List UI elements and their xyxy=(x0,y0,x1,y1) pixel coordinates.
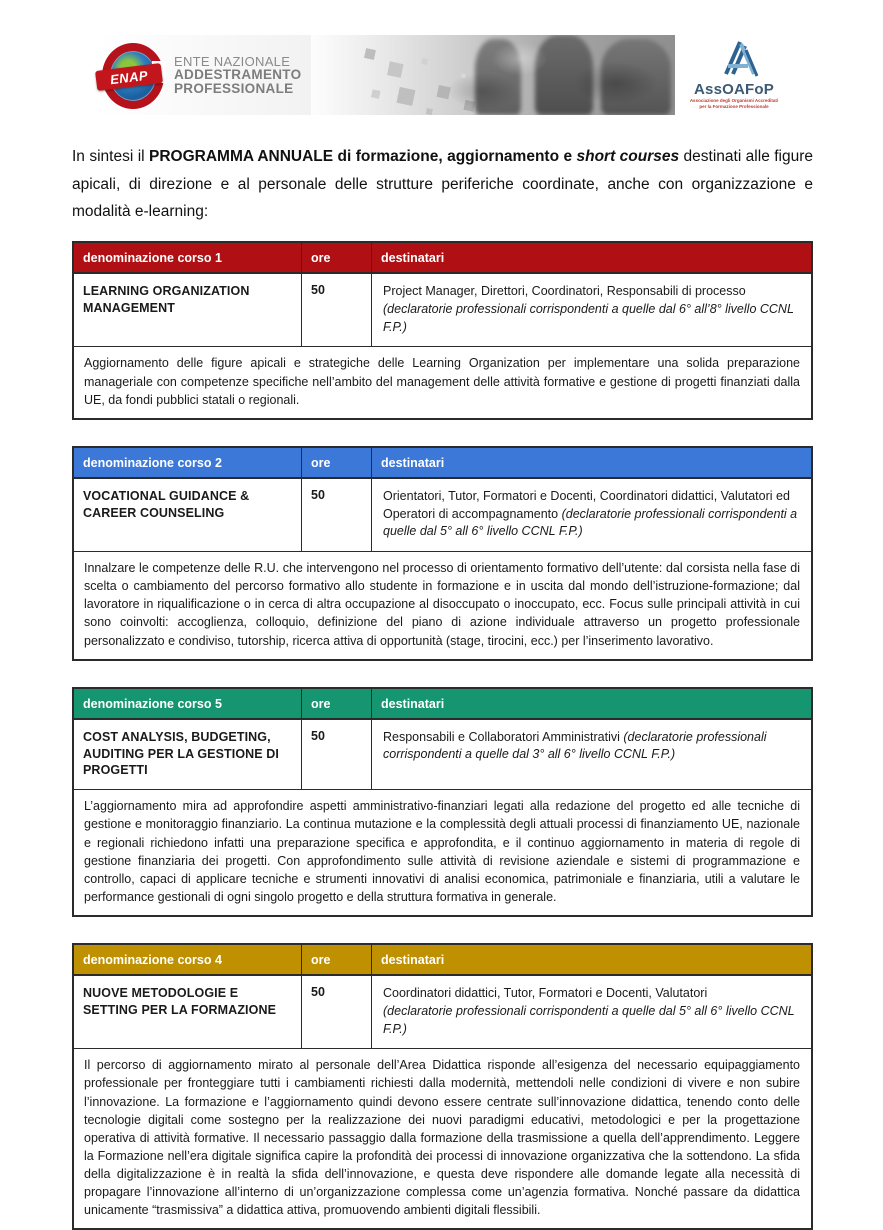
course-table-5 xyxy=(72,687,813,917)
statue-texture xyxy=(305,35,675,115)
course-table-4 xyxy=(72,943,813,1230)
enap-logo xyxy=(100,35,311,115)
table-header-row xyxy=(73,447,812,478)
course-row xyxy=(73,273,812,347)
hours-header: ore xyxy=(302,688,372,719)
recipients-main: Responsabili e Collaboratori Amministrativi xyxy=(383,729,624,744)
recipients-main: Orientatori, Tutor, Formatori e Docenti, Coordinatori didattici, Valutatori ed Operatori di accompagnamento xyxy=(383,488,790,521)
description-row xyxy=(73,552,812,660)
enap-name-line2: ADDESTRAMENTO xyxy=(174,66,302,82)
recipients-main: Coordinatori didattici, Tutor, Formatori e Docenti, Valutatori xyxy=(383,986,708,1001)
recipients-header: destinatari xyxy=(372,944,813,975)
course-recipients xyxy=(372,478,813,552)
enap-name-line1: ENTE NAZIONALE xyxy=(174,53,291,69)
course-row xyxy=(73,975,812,1049)
hours-header: ore xyxy=(302,944,372,975)
enap-globe-icon xyxy=(100,41,164,109)
description-row xyxy=(73,347,812,419)
description-row xyxy=(73,790,812,916)
enap-name-line3: PROFESSIONALE xyxy=(174,80,294,96)
recipients-main: Project Manager, Direttori, Coordinatori, Responsabili di processo xyxy=(383,284,746,299)
enap-acronym: ENAP xyxy=(109,67,149,87)
recipients-note: (declaratorie professionali corrispondenti a quelle dal 5° all 6° livello CCNL F.P.) xyxy=(383,506,798,539)
course-hours: 50 xyxy=(302,975,372,1049)
enap-name xyxy=(174,55,301,96)
course-table-1 xyxy=(72,241,813,420)
course-recipients xyxy=(372,273,813,347)
course-description: L’aggiornamento mira ad approfondire aspetti amministrativo-finanziari legati alla redazione del progetto ed alle tecniche di gestione e monitoraggio finanziario. La continua mutazione e la complessità degli attuali processi di finanziamento UE, nazionale e regionali richiedono infatti una preparazione specifica e approfondita, e il continuo aggiornamento in materia di regole di gestione finanziaria dei progetti. Con approfondimento sulle attività di revisione aziendale e sistemi di programmazione e controllo, capaci di applicare tecniche e strumenti innovativi di analisi economica, patrimoniale e finanziaria, utili a valutare le performance gestionali di ogni singolo progetto e della struttura formativa in generale. xyxy=(73,790,812,916)
table-header-row xyxy=(73,944,812,975)
course-recipients xyxy=(372,975,813,1049)
course-description: Innalzare le competenze delle R.U. che intervengono nel processo di orientamento formativo dell’utente: dal corsista nella fase di scelta o cambiamento del percorso formativo allo studente in formazione e in uscita dal mondo dell’istruzione-formazione; dal lavoratore in riqualificazione o in cerca di altra occupazione al disoccupato o inoccupato, ecc. Focus sulle principali attività in cui sono coinvolti: accoglienza, colloquio, definizione del piano di azione individuale attraverso un progetto professionale personalizzato e condiviso, tutorship, ricerca attiva di opportunità (stage, tirocini, ecc.) per l’inserimento lavorativo. xyxy=(73,552,812,660)
hours-header: ore xyxy=(302,242,372,273)
course-name: COST ANALYSIS, BUDGETING, AUDITING PER LA GESTIONE DI PROGETTI xyxy=(73,719,302,790)
course-hours: 50 xyxy=(302,719,372,790)
intro-part3: short courses xyxy=(576,148,680,165)
course-name: LEARNING ORGANIZATION MANAGEMENT xyxy=(73,273,302,347)
course-hours: 50 xyxy=(302,478,372,552)
course-description: Il percorso di aggiornamento mirato al personale dell’Area Didattica risponde all’esigenza del necessario equipaggiamento professionale per fronteggiare tutti i cambiamenti richiesti dalla modernità, mettendoli nelle condizioni di vivere e non subire l’innovazione. La formazione e l’aggiornamento quindi devono essere centrate sull’innovazione didattica, tenendo conto delle tecnologie digitali come sostegno per la realizzazione dei nuovi paradigmi educativi, metodologici e per la progettazione operativa di attività formative. Il necessario passaggio dalla formazione della trasmissione a quella dell’apprendimento. Leggere la Formazione nell’era digitale significa capire la profondità dei processi di innovazione organizzativa che la sottendono. La sfida della digitalizzazione è in realtà la sfida dell’innovazione, e questa deve rispondere alle domande legate alla necessità di propagare l’innovazione all’interno di un’organizzazione complessa come un’agenzia formativa. Nonché passare da didattica unicamente “trasmissiva” a didattica attiva, promuovendo ambienti digitali flessibili. xyxy=(73,1049,812,1230)
intro-part4: destinati alle figure apicali, di direzione e al personale delle strutture periferiche coordinate, anche con organizzazione e modalità e-learning: xyxy=(72,148,814,221)
course-row xyxy=(73,719,812,790)
course-table-2 xyxy=(72,446,813,661)
intro-part2: PROGRAMMA ANNUALE di formazione, aggiornamento e xyxy=(149,148,577,165)
course-name: VOCATIONAL GUIDANCE & CAREER COUNSELING xyxy=(73,478,302,552)
course-title-header: denominazione corso 1 xyxy=(73,242,302,273)
intro-part1: In sintesi il xyxy=(72,148,149,165)
course-title-header: denominazione corso 4 xyxy=(73,944,302,975)
recipients-header: destinatari xyxy=(372,688,813,719)
table-header-row xyxy=(73,688,812,719)
recipients-header: destinatari xyxy=(372,447,813,478)
intro-paragraph xyxy=(72,143,813,226)
table-header-row xyxy=(73,242,812,273)
assoafop-a-icon xyxy=(708,40,760,80)
course-description: Aggiornamento delle figure apicali e strategiche delle Learning Organization per implementare una solida preparazione manageriale con competenze specifiche nell’ambito del management delle attività formative e gestione di progetti finanziati dalla UE, da fondi pubblici statali o regionali. xyxy=(73,347,812,419)
hours-header: ore xyxy=(302,447,372,478)
course-recipients xyxy=(372,719,813,790)
recipients-header: destinatari xyxy=(372,242,813,273)
recipients-note: (declaratorie professionali corrispondenti a quelle dal 3° all 6° livello CCNL F.P.) xyxy=(383,729,767,762)
course-title-header: denominazione corso 5 xyxy=(73,688,302,719)
recipients-note: (declaratorie professionali corrispondenti a quelle dal 6° all’8° livello CCNL F.P.) xyxy=(383,301,794,334)
course-name: NUOVE METODOLOGIE E SETTING PER LA FORMAZIONE xyxy=(73,975,302,1049)
assoafop-tagline: Associazione degli Organismi Accreditati per la Formazione Professionale xyxy=(689,98,779,109)
assoafop-name: AssOAFoP xyxy=(694,81,774,99)
header-photo-banner xyxy=(305,35,675,115)
assoafop-logo xyxy=(675,35,793,115)
description-row xyxy=(73,1049,812,1230)
recipients-note: (declaratorie professionali corrispondenti a quelle dal 5° all 6° livello CCNL F.P.) xyxy=(383,1003,795,1036)
course-hours: 50 xyxy=(302,273,372,347)
course-title-header: denominazione corso 2 xyxy=(73,447,302,478)
header-banner xyxy=(100,35,793,115)
course-row xyxy=(73,478,812,552)
